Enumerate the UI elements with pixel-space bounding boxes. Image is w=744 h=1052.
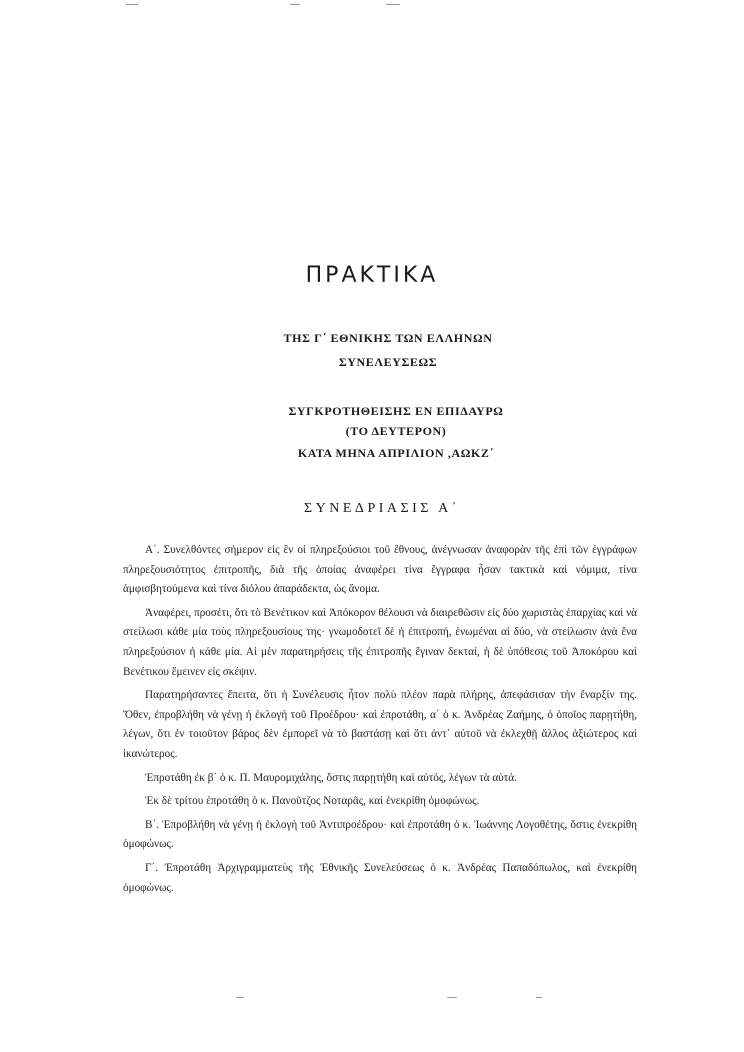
scan-mark-bottom-mid xyxy=(447,997,457,998)
session-heading: ΣΥΝΕΔΡΙΑΣΙΣ Α΄ xyxy=(304,501,460,516)
scan-mark-bottom-right xyxy=(536,997,542,998)
scan-mark-top-mid xyxy=(290,4,300,5)
paragraph-2: Ἀναφέρει, προσέτι, ὅτι τὸ Βενέτικον καὶ Ἀπόκορον θέλουσι νὰ διαιρεθῶσιν εἰς δύο χωριστὰς ἐπαρχίας καὶ νὰ στείλωσι κάθε μία τοὺς πληρεξουσίους της· γνωμοδοτεῖ δὲ ἡ ἐπιτροπή, ἑνωμέναι αἱ δύο, νὰ στείλωσιν ἀνὰ ἕνα πληρεξούσιον ἡ κάθε μία. Αἱ μὲν παρατηρήσεις τῆς ἐπιτροπῆς ἔγιναν δεκταί, ἡ δὲ ὑπόθεσις τοῦ Ἀποκόρου καὶ Βενέτικου ἔμεινεν εἰς σκέψιν. xyxy=(123,606,637,678)
scan-mark-top-right xyxy=(386,4,400,5)
body-text xyxy=(123,541,637,902)
paragraph-6: Β΄. Ἐπροβλήθη νὰ γένῃ ἡ ἐκλογὴ τοῦ Ἀντιπροέδρου· καὶ ἐπροτάθη ὁ κ. Ἰωάννης Λογοθέτης, ὅστις ἐνεκρίθη ὁμοφώνως. xyxy=(123,818,637,851)
subtitle-line-1: ΤΗΣ Γ΄ ΕΘΝΙΚΗΣ ΤΩΝ ΕΛΛΗΝΩΝ xyxy=(283,331,493,345)
paragraph-1: Α΄. Συνελθόντες σήμερον εἰς ἓν οἱ πληρεξούσιοι τοῦ ἔθνους, ἀνέγνωσαν ἀναφορὰν τῆς ἐπὶ τῶν ἐγγράφων πληρεξουσιότητος ἐπιτροπῆς, διὰ τῆς ὁποίας ἀναφέρει τίνα ἔγγραφα ἦσαν τακτικὰ καὶ νόμιμα, τίνα ἀμφισβητούμενα καὶ τίνα διόλου ἀπαράδεκτα, ὡς ἄνομα. xyxy=(123,544,637,596)
scan-mark-top-left xyxy=(126,4,138,5)
subtitle-line-2: ΣΥΝΕΛΕΥΣΕΩΣ xyxy=(338,355,438,369)
document-title: ΠΡΑΚΤΙΚΑ xyxy=(305,263,439,288)
paragraph-4: Ἐπροτάθη ἐκ β΄ ὁ κ. Π. Μαυρομιχάλης, ὅστις παρῃτήθη καὶ αὐτός, λέγων τὰ αὐτά. xyxy=(145,771,517,784)
paragraph-7: Γ΄. Ἐπροτάθη Ἀρχιγραμματεὺς τῆς Ἐθνικῆς Συνελεύσεως ὁ κ. Ἀνδρέας Παπαδόπωλος, καὶ ἐνεκρίθη ὁμοφώνως. xyxy=(123,861,637,894)
scan-mark-bottom-left xyxy=(236,997,244,998)
paragraph-3: Παρατηρήσαντες ἔπειτα, ὅτι ἡ Συνέλευσις ἦτον πολὺ πλέον παρὰ πλήρης, ἀπεφάσισαν τὴν ἔναρξίν της. Ὅθεν, ἐπροβλήθη νὰ γένῃ ἡ ἐκλογὴ τοῦ Προέδρου· καὶ ἐπροτάθη, α΄ ὁ κ. Ἀνδρέας Ζαήμης, ὁ ὁποῖος παρῃτήθη, λέγων, ὅτι ἐν τοιοῦτον βάρος δὲν ἐμπορεῖ νὰ τὸ βαστάσῃ καὶ ὅτι ἀντ᾽ αὐτοῦ νὰ ἐκλεχθῇ ἄλλος ἀξιώτερος καὶ ἱκανώτερος. xyxy=(123,689,637,760)
subtitle-line-4: (ΤΟ ΔΕΥΤΕΡΟΝ) xyxy=(345,424,447,438)
paragraph-5: Ἐκ δὲ τρίτου ἐπροτάθη ὁ κ. Πανοῦτζος Νοταρᾶς, καὶ ἐνεκρίθη ὁμοφώνως. xyxy=(145,795,480,808)
subtitle-line-3: ΣΥΓΚΡΟΤΗΘΕΙΣΗΣ ΕΝ ΕΠΙΔΑΥΡΩ xyxy=(288,404,504,418)
subtitle-line-5: ΚΑΤΑ ΜΗΝΑ ΑΠΡΙΛΙΟΝ ,ΑΩΚΖ΄ xyxy=(297,446,495,460)
